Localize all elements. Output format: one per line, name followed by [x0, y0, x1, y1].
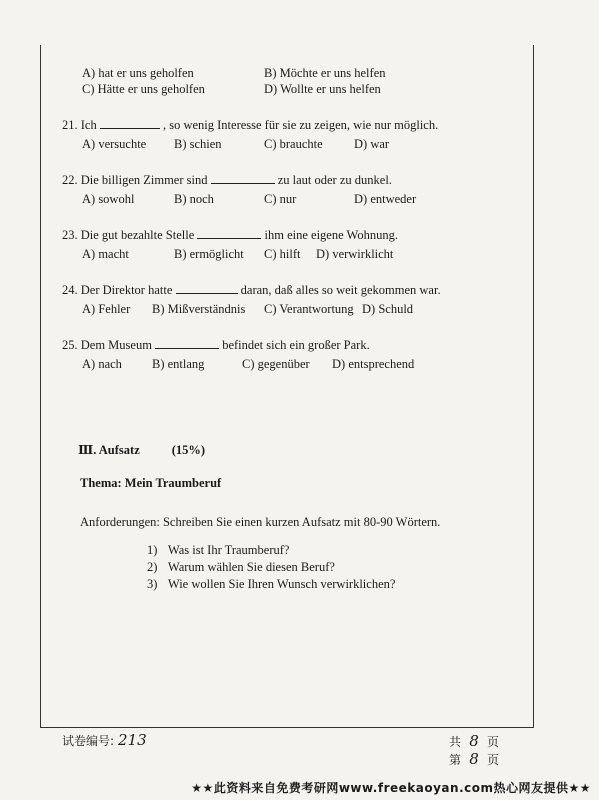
- option-c: C) brauchte: [264, 136, 323, 151]
- answer-blank: [197, 226, 261, 239]
- task-text: Was ist Ihr Traumberuf?: [167, 543, 290, 557]
- total-value: 8: [469, 732, 479, 750]
- task-item: [147, 542, 395, 559]
- total-pages: [449, 733, 499, 751]
- answer-blank: [155, 336, 219, 349]
- paper-code-label: 试卷编号:: [62, 734, 115, 748]
- question-text-pre: 24. Der Direktor hatte: [62, 283, 173, 297]
- option-a: A) macht: [82, 246, 129, 261]
- paper-code-value: 213: [118, 731, 147, 749]
- section-percent: (15%): [171, 443, 206, 457]
- question-text-pre: 21. Ich: [62, 118, 97, 132]
- option-c: C) nur: [264, 191, 297, 206]
- question-text-post: ihm eine eigene Wohnung.: [264, 228, 398, 242]
- option-a: A) versuchte: [82, 136, 147, 151]
- exam-content: [60, 66, 510, 372]
- source-banner: ★★此资料来自免费考研网www.freekaoyan.com热心网友提供★★: [191, 781, 591, 795]
- task-number: 3): [147, 577, 158, 591]
- option-a: A) hat er uns geholfen: [82, 66, 194, 80]
- essay-task-list: [147, 542, 395, 593]
- task-number: 1): [147, 543, 158, 557]
- option-d: D) Wollte er uns helfen: [264, 81, 381, 96]
- option-a: A) Fehler: [82, 301, 131, 316]
- question-text-pre: 23. Die gut bezahlte Stelle: [62, 228, 195, 242]
- page-counter: [449, 733, 499, 769]
- section-heading: [78, 442, 205, 458]
- current-value: 8: [469, 750, 479, 768]
- current-page: [449, 751, 499, 769]
- current-prefix: 第: [449, 753, 462, 767]
- option-a: A) nach: [82, 356, 122, 371]
- question-24: [60, 281, 510, 317]
- option-c: C) Hätte er uns geholfen: [82, 81, 205, 96]
- essay-topic: Thema: Mein Traumberuf: [80, 476, 222, 490]
- option-d: D) verwirklicht: [316, 246, 394, 261]
- option-b: B) schien: [174, 136, 222, 151]
- option-c: C) gegenüber: [242, 356, 310, 371]
- total-prefix: 共: [449, 735, 462, 749]
- option-c: C) Verantwortung: [264, 301, 354, 316]
- option-b: B) Möchte er uns helfen: [264, 66, 386, 80]
- question-text-post: daran, daß alles so weit gekommen war.: [240, 283, 441, 297]
- current-suffix: 页: [487, 753, 500, 767]
- answer-blank: [100, 116, 160, 129]
- option-b: B) ermöglicht: [174, 246, 244, 261]
- question-text-pre: 22. Die billigen Zimmer sind: [62, 173, 208, 187]
- task-text: Wie wollen Sie Ihren Wunsch verwirklichen?: [167, 577, 396, 591]
- task-number: 2): [147, 560, 158, 574]
- paper-code: [62, 731, 147, 749]
- answer-blank: [211, 171, 275, 184]
- option-c: C) hilft: [264, 246, 301, 261]
- essay-requirements: Anforderungen: Schreiben Sie einen kurzen Aufsatz mit 80-90 Wörtern.: [80, 515, 441, 529]
- question-22: [60, 171, 510, 207]
- option-b: B) entlang: [152, 356, 205, 371]
- task-item: [147, 559, 395, 576]
- task-item: [147, 576, 395, 593]
- question-text-post: , so wenig Interesse für sie zu zeigen, wie nur möglich.: [162, 118, 439, 132]
- option-d: D) Schuld: [362, 301, 414, 316]
- option-b: B) Mißverständnis: [152, 301, 246, 316]
- previous-question-options: [82, 66, 510, 97]
- question-23: [60, 226, 510, 262]
- total-suffix: 页: [487, 735, 500, 749]
- question-text-post: zu laut oder zu dunkel.: [277, 173, 392, 187]
- question-21: [60, 116, 510, 152]
- question-text-post: befindet sich ein großer Park.: [222, 338, 370, 352]
- option-d: D) entweder: [354, 191, 417, 206]
- task-text: Warum wählen Sie diesen Beruf?: [167, 560, 335, 574]
- section-title: Ⅲ. Aufsatz: [78, 443, 140, 457]
- option-d: D) war: [354, 136, 390, 151]
- question-text-pre: 25. Dem Museum: [62, 338, 152, 352]
- option-d: D) entsprechend: [332, 356, 415, 371]
- answer-blank: [176, 281, 238, 294]
- option-b: B) noch: [174, 191, 214, 206]
- question-25: [60, 336, 510, 372]
- option-a: A) sowohl: [82, 191, 135, 206]
